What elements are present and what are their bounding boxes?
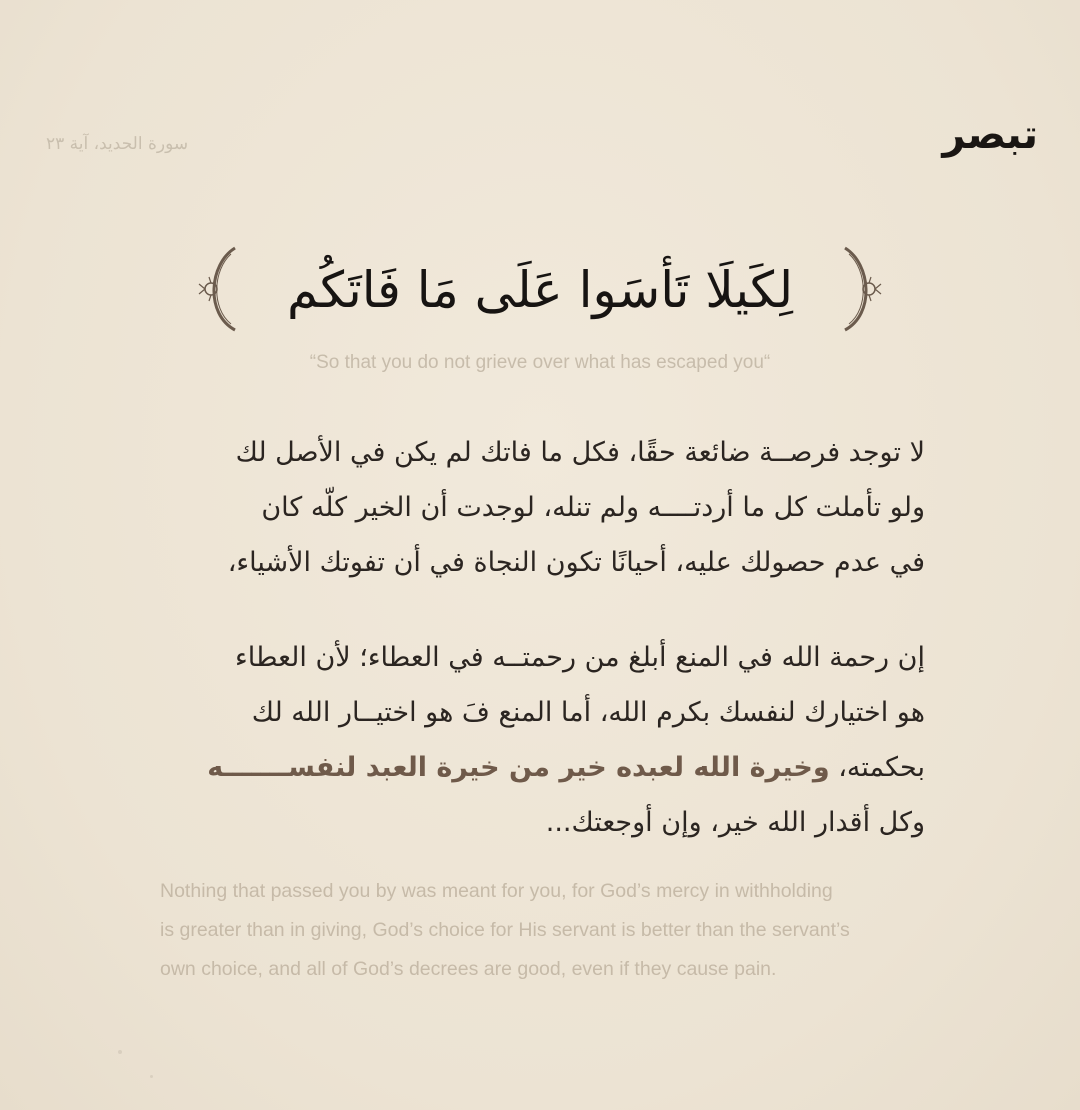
arabic-paragraph-1 (155, 425, 925, 590)
paragraph-line: وكل أقدار الله خير، وإن أوجعتك... (545, 807, 925, 838)
english-line: is greater than in giving, God’s choice for His servant is better than the servant’s (160, 919, 850, 941)
paragraph-line (155, 740, 925, 795)
ornament-bracket-left-icon (195, 244, 243, 334)
quran-verse: لِكَيلَا تَأسَوا عَلَى مَا فَاتَكُم (286, 261, 794, 319)
brand-logo: تبصر (942, 112, 1038, 158)
highlighted-phrase: وخيرة الله لعبده خير من خيرة العبد لنفســـــــه (207, 752, 830, 783)
paragraph-line: لا توجد فرصــة ضائعة حقًا، فكل ما فاتك لم يكن في الأصل لك (235, 437, 925, 468)
paragraph-line: ولو تأملت كل ما أردتــــه ولم تنله، لوجدت أن الخير كلّه كان (261, 492, 925, 523)
english-paragraph (160, 872, 930, 989)
arabic-paragraph-2 (155, 630, 925, 850)
paragraph-line: هو اختيارك لنفسك بكرم الله، أما المنع فَ هو اختيــار الله لك (251, 697, 925, 728)
surah-reference: سورة الحديد، آية ٢٣ (46, 134, 189, 154)
paragraph-line: في عدم حصولك عليه، أحيانًا تكون النجاة في أن تفوتك الأشياء، (227, 547, 925, 578)
paper-speck (150, 1075, 153, 1078)
english-line: Nothing that passed you by was meant for you, for God’s mercy in withholding (160, 880, 833, 902)
paragraph-line-start: بحكمته، (829, 752, 925, 783)
paragraph-line: إن رحمة الله في المنع أبلغ من رحمتــه في العطاء؛ لأن العطاء (235, 642, 925, 673)
verse-frame (195, 240, 885, 340)
ornament-bracket-right-icon (837, 244, 885, 334)
paper-speck (118, 1050, 122, 1054)
verse-translation: “So that you do not grieve over what has escaped you“ (309, 352, 771, 373)
english-line: own choice, and all of God’s decrees are good, even if they cause pain. (160, 958, 777, 980)
